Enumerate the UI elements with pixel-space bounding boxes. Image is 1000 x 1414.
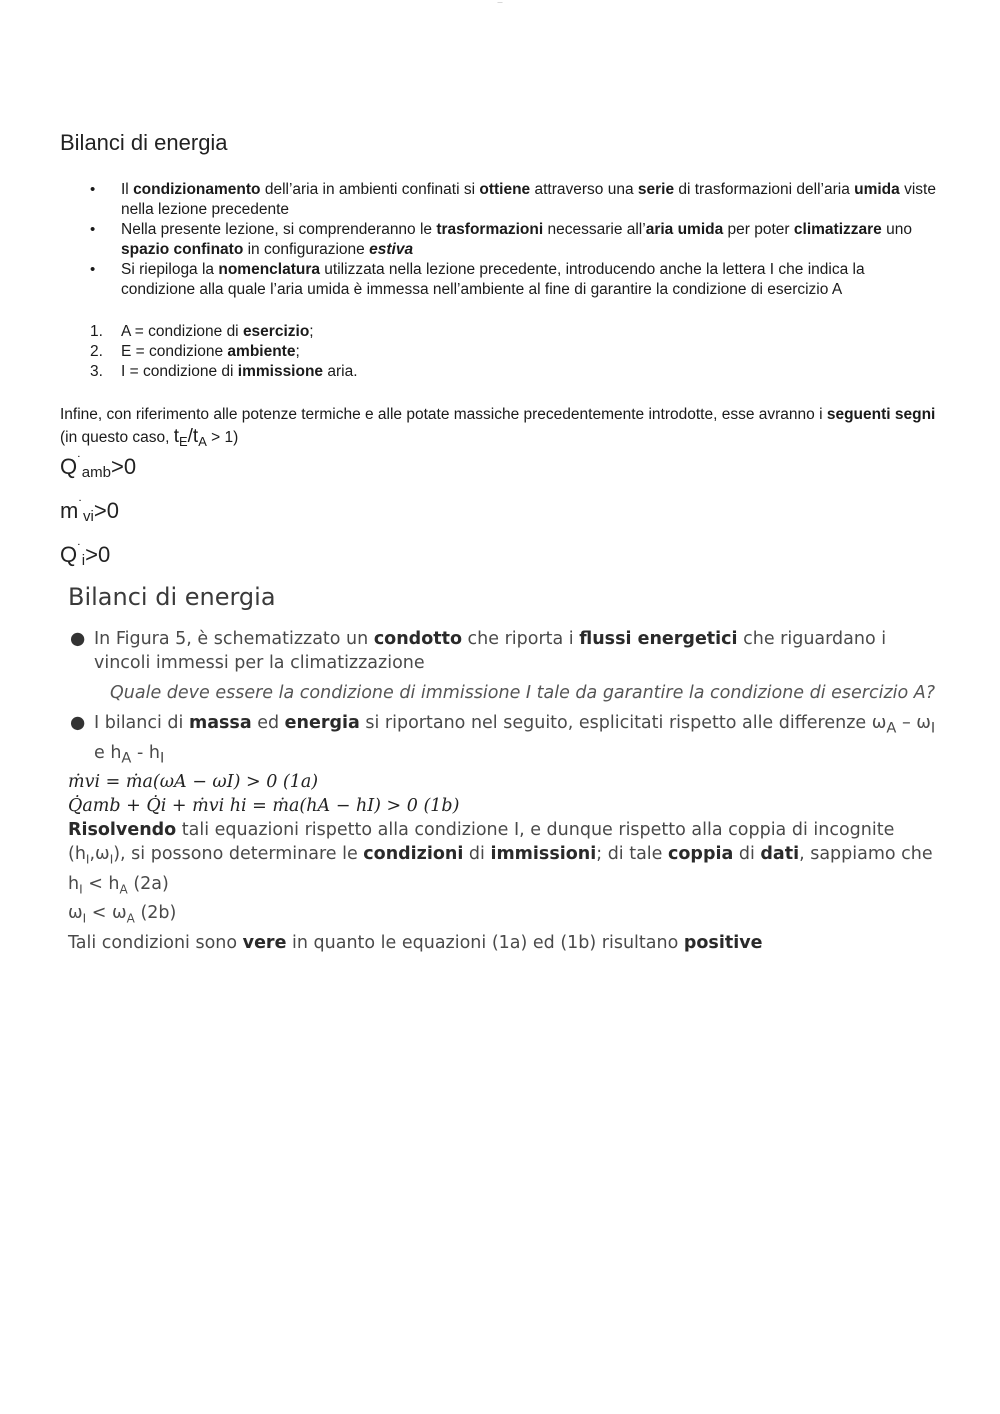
bullet-item: • Nella presente lezione, si comprenderanno le trasformazioni necessarie all’aria umida per poter climatizzare uno spazio confinato in configurazione estiva — [90, 221, 912, 258]
page-header-mark: — — [497, 0, 503, 6]
slide-bullet-item: ● I bilanci di massa ed energia si riportano nel seguito, esplicitati rispetto alle differenze $\omega_A - \omega_I$ e $h_A - h_I$ — [70, 713, 936, 766]
condition-2b: $\omega_I < \omega_A$ (2b) — [68, 903, 177, 926]
equation-1a: ṁvi = ṁa(ωA − ωI) > 0 (1a) — [68, 772, 319, 792]
formula-qamb: $Q^˙_{amb}>0$ — [60, 453, 137, 482]
formula-mvi: $m^˙_{vi}>0$ — [60, 497, 119, 526]
list-item: 3. I = condizione di immissione aria. — [90, 363, 358, 380]
bullet-item: • Si riepiloga la nomenclatura utilizzata nella lezione precedente, introducendo anche la lettera I che indica la condizione alla quale l’aria umida è immessa nell’ambiente al fine di garantire la condizione di esercizio A — [90, 261, 865, 298]
bullet-item: • Il condizionamento dell’aria in ambienti confinati si ottiene attraverso una serie di trasformazioni dell’aria umida viste nella lezione precedente — [90, 181, 936, 218]
condition-2a: $h_I < h_A$ (2a) — [68, 873, 169, 896]
equation-1b: Q̇amb + Q̇i + ṁvi hi = ṁa(hA − hI) > 0 (1b) — [68, 796, 460, 816]
bullet-list — [60, 180, 940, 300]
bullet-icon: • — [90, 261, 96, 278]
bullet-icon: ● — [70, 713, 86, 733]
numbered-list — [60, 322, 940, 382]
document-body — [60, 130, 940, 569]
conclusion-paragraph: Tali condizioni sono vere in quanto le equazioni (1a) ed (1b) risultano positive — [68, 932, 763, 953]
bullet-icon: ● — [70, 629, 86, 649]
formula-qi: $Q^˙_i>0$ — [60, 541, 111, 570]
embedded-slide-image — [60, 583, 940, 955]
slide-question: Quale deve essere la condizione di immissione I tale da garantire la condizione di esercizio A? — [110, 683, 936, 703]
solving-paragraph: Risolvendo tali equazioni rispetto alla condizione I, e dunque rispetto alla coppia di incognite $(h_I,\omega_I)$, si possono determinare le condizioni di immissioni; di tale coppia di dati, sappiamo che — [68, 820, 933, 867]
bullet-icon: • — [90, 181, 96, 198]
slide-title: Bilanci di energia — [68, 583, 276, 611]
slide-bullet-item: ● In Figura 5, è schematizzato un condotto che riporta i flussi energetici che riguardano i vincoli immessi per la climatizzazione — [70, 629, 887, 673]
list-item: 1. A = condizione di esercizio; — [90, 323, 314, 340]
slide-bullet-list — [60, 627, 940, 675]
slide-bullet-list-2 — [60, 711, 940, 770]
bullet-icon: • — [90, 221, 96, 238]
page-title: Bilanci di energia — [60, 130, 228, 155]
summary-paragraph: Infine, con riferimento alle potenze termiche e alle potate massiche precedentemente introdotte, esse avranno i seguenti segni (in questo caso, $t_E/t_A > 1$) — [60, 406, 936, 450]
list-item: 2. E = condizione ambiente; — [90, 343, 300, 360]
